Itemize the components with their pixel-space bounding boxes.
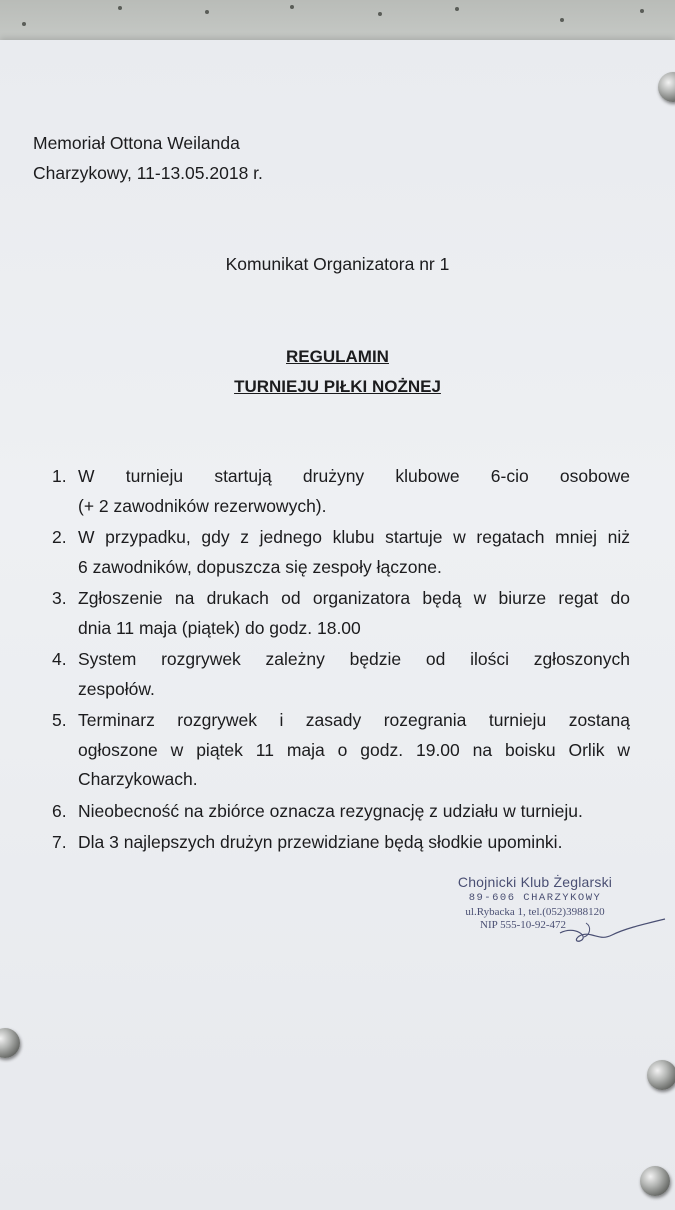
board-speck <box>205 10 209 14</box>
rule-line: Dla 3 najlepszych drużyn przewidziane będą słodkie upominki. <box>78 832 563 852</box>
rule-item <box>52 584 630 643</box>
announcement-heading: Komunikat Organizatora nr 1 <box>225 254 450 274</box>
rule-line: System rozgrywek zależny będzie od ilości zgłoszonych <box>78 649 630 669</box>
rule-line: ogłoszone w piątek 11 maja o godz. 19.00 na boisku Orlik w <box>78 739 630 760</box>
rule-item <box>52 645 630 704</box>
document-subtitle: TURNIEJU PIŁKI NOŻNEJ <box>234 377 441 396</box>
rule-line: dnia 11 maja (piątek) do godz. 18.00 <box>78 617 361 638</box>
stamp-nip-line: NIP 555-10-92-472 <box>480 919 567 931</box>
rule-line: Terminarz rozgrywek i zasady rozegrania turnieju zostaną <box>78 710 630 730</box>
rule-number: 5. <box>52 710 67 730</box>
rule-line: (+ 2 zawodników rezerwowych). <box>78 495 327 516</box>
rule-item <box>52 828 630 858</box>
rule-number: 2. <box>52 527 67 547</box>
board-speck <box>22 22 26 26</box>
board-speck <box>640 9 644 13</box>
event-place-date: Charzykowy, 11-13.05.2018 r. <box>33 163 263 183</box>
pushpin-icon <box>640 1166 670 1196</box>
rule-number: 4. <box>52 649 67 669</box>
rule-number: 6. <box>52 800 67 821</box>
rule-line: W przypadku, gdy z jednego klubu startuje w regatach mniej niż <box>78 527 630 547</box>
board-speck <box>378 12 382 16</box>
rule-item <box>52 523 630 582</box>
stamp-postal-line: 89-606 CHARZYKOWY <box>468 892 602 904</box>
rule-line: zespołów. <box>78 678 155 699</box>
rules-list <box>52 462 630 860</box>
rule-line: 6 zawodników, dopuszcza się zespoły łączone. <box>78 556 442 577</box>
rule-item <box>52 462 630 521</box>
event-name: Memoriał Ottona Weilanda <box>33 133 240 153</box>
rule-number: 7. <box>52 832 67 852</box>
stamp-address-line: ul.Rybacka 1, tel.(052)3988120 <box>465 906 605 918</box>
rule-line: Zgłoszenie na drukach od organizatora będą w biurze regat do <box>78 588 630 608</box>
rule-number: 1. <box>52 466 67 486</box>
rule-item <box>52 706 630 795</box>
handwritten-signature <box>520 905 670 945</box>
rule-line: Nieobecność na zbiórce oznacza rezygnację z udziału w turnieju. <box>78 800 583 821</box>
board-speck <box>118 6 122 10</box>
stamp-org-name: Chojnicki Klub Żeglarski <box>457 874 613 890</box>
rule-item <box>52 797 630 827</box>
document-title: REGULAMIN <box>286 347 389 366</box>
pushpin-icon <box>647 1060 675 1090</box>
board-speck <box>290 5 294 9</box>
rule-line: W turnieju startują drużyny klubowe 6-cio osobowe <box>78 466 630 486</box>
rule-number: 3. <box>52 588 67 608</box>
board-speck <box>455 7 459 11</box>
rule-line: Charzykowach. <box>78 769 198 789</box>
board-speck <box>560 18 564 22</box>
